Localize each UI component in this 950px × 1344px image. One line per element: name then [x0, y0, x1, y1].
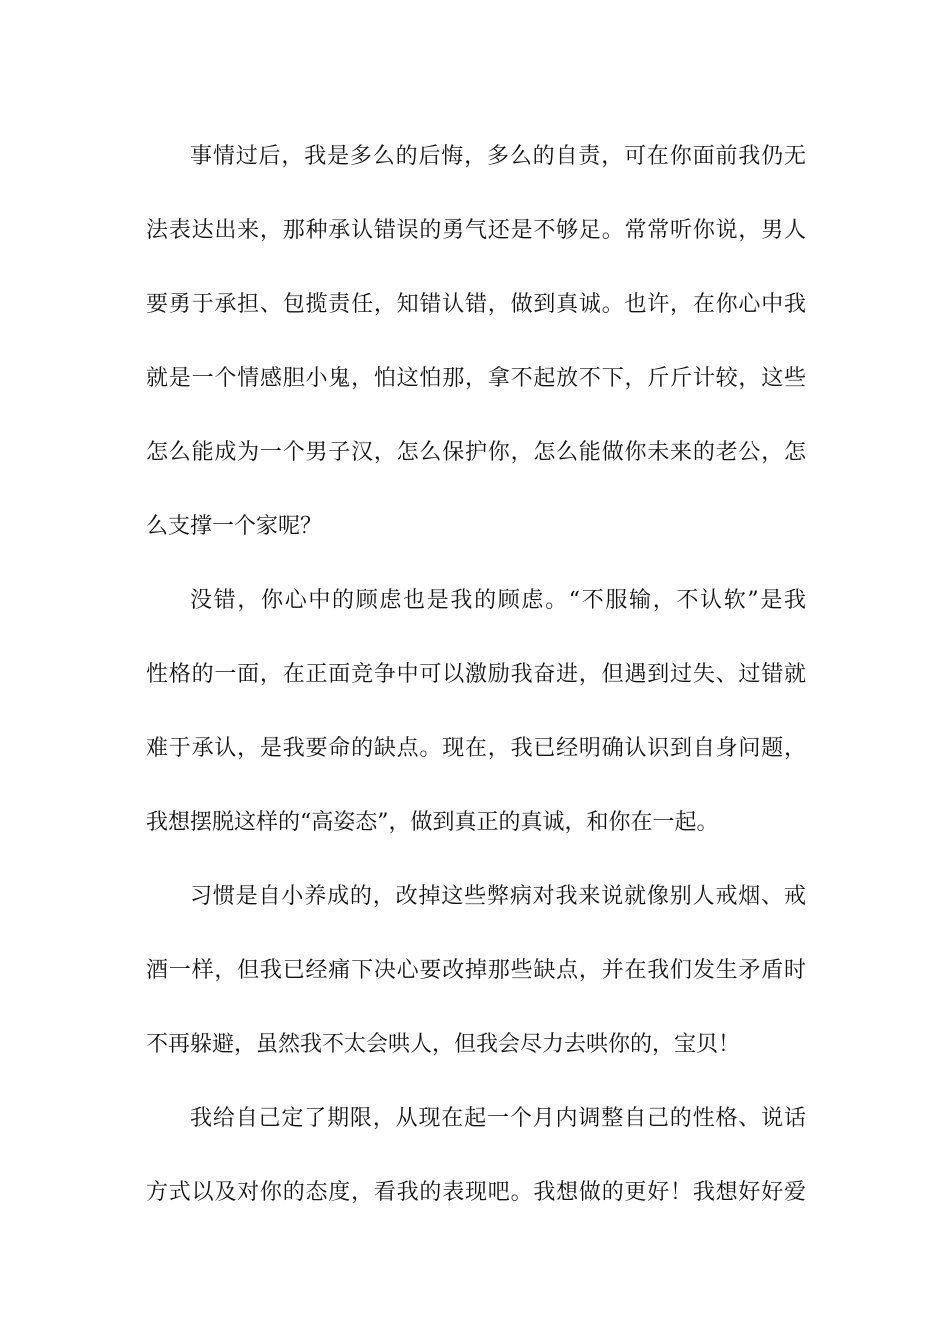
text-line: 性格的一面，在正面竞争中可以激励我奋进，但遇到过失、过错就: [146, 662, 806, 687]
text-line: 我给自己定了期限，从现在起一个月内调整自己的性格、说话: [190, 1106, 806, 1131]
text-line: 酒一样，但我已经痛下决心要改掉那些缺点，并在我们发生矛盾时: [146, 958, 806, 983]
text-line: 要勇于承担、包揽责任，知错认错，做到真诚。也许，在你心中我: [146, 292, 806, 317]
text-line: 难于承认，是我要命的缺点。现在，我已经明确认识到自身问题，: [146, 736, 806, 761]
text-line: 法表达出来，那种承认错误的勇气还是不够足。常常听你说，男人: [146, 218, 806, 243]
text-line: 没错，你心中的顾虑也是我的顾虑。“不服输，不认软”是我: [190, 588, 806, 613]
text-line: 就是一个情感胆小鬼，怕这怕那，拿不起放不下，斤斤计较，这些: [146, 366, 806, 391]
text-line: 方式以及对你的态度，看我的表现吧。我想做的更好！我想好好爱: [146, 1180, 806, 1205]
text-line: 我想摆脱这样的“高姿态”，做到真正的真诚，和你在一起。: [146, 810, 719, 835]
text-line: 事情过后，我是多么的后悔，多么的自责，可在你面前我仍无: [190, 144, 806, 169]
text-line: 不再躲避，虽然我不太会哄人，但我会尽力去哄你的，宝贝！: [146, 1032, 741, 1057]
paragraph-2: [146, 564, 806, 860]
letter-body: [146, 120, 806, 1230]
paragraph-4: [146, 1082, 806, 1230]
text-line: 么支撑一个家呢？: [146, 514, 323, 539]
text-line: 习惯是自小养成的，改掉这些弊病对我来说就像别人戒烟、戒: [190, 884, 806, 909]
paragraph-3: [146, 860, 806, 1082]
text-line: 怎么能成为一个男子汉，怎么保护你，怎么能做你未来的老公，怎: [146, 440, 806, 465]
paragraph-1: [146, 120, 806, 564]
